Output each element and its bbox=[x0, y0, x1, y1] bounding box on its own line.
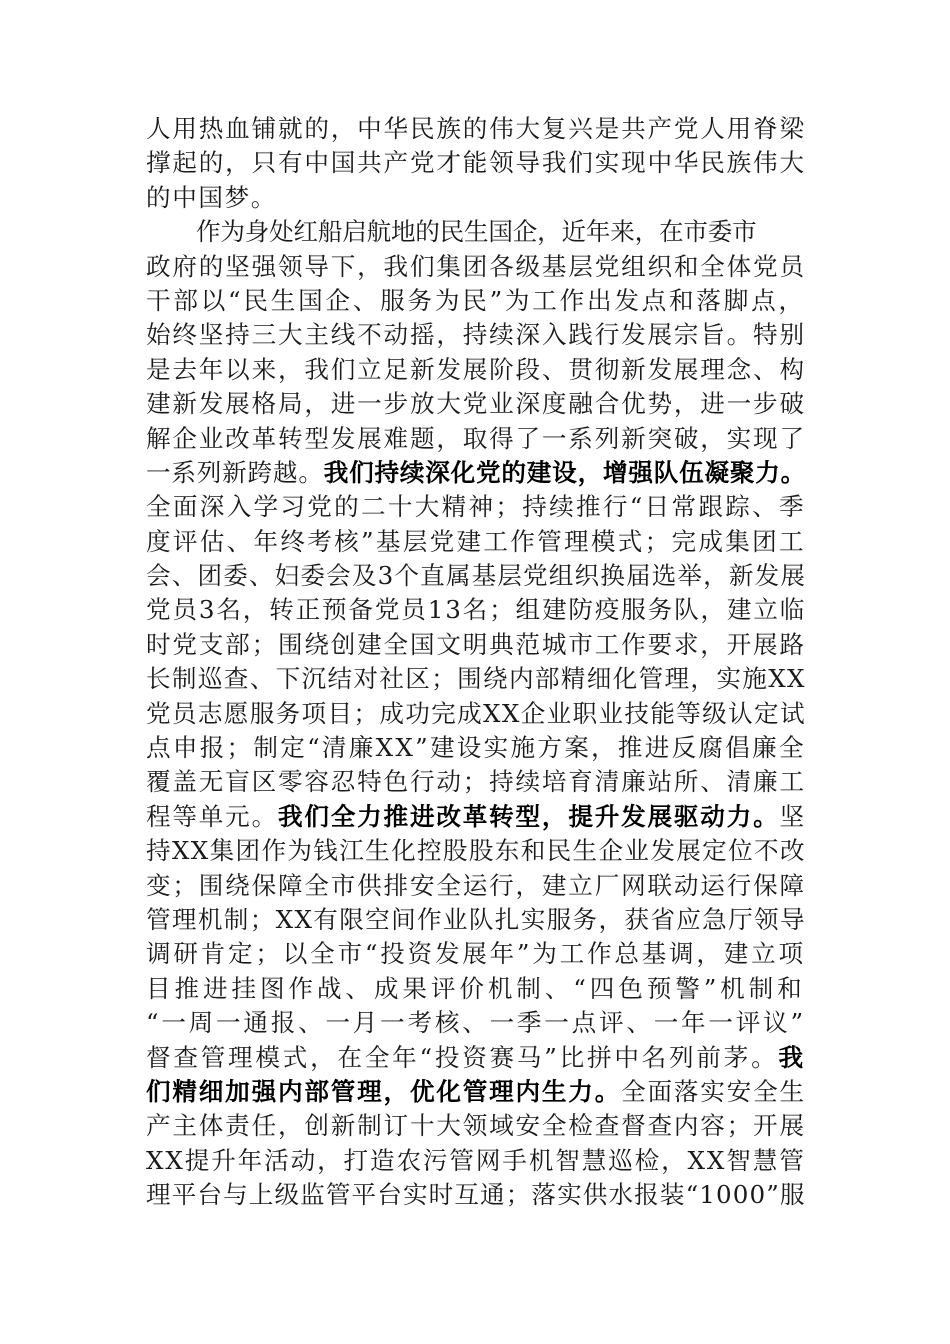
text-run: 作为身处红船启航地的民生国企，近年来，在市委市 bbox=[196, 217, 757, 247]
text-run: 长制巡查、下沉结对社区；围绕内部精细化管理，实施XX bbox=[146, 664, 806, 694]
text-run: 度评估、年终考核”基层党建工作管理模式；完成集团工 bbox=[146, 526, 806, 556]
text-run: 始终坚持三大主线不动摇，持续深入践行发展宗旨。特别 bbox=[146, 320, 806, 350]
text-run: 变；围绕保障全市供排安全运行，建立厂网联动运行保障 bbox=[146, 870, 806, 900]
text-run: 程等单元。 bbox=[146, 801, 278, 831]
text-line bbox=[146, 593, 826, 627]
text-line bbox=[146, 1144, 826, 1178]
text-line bbox=[146, 937, 826, 971]
text-line bbox=[146, 422, 826, 456]
text-run: 解企业改革转型发展难题，取得了一系列新突破，实现了 bbox=[146, 423, 806, 453]
text-run: 目推进挂图作战、成果评价机制、“四色预警”机制和 bbox=[146, 973, 806, 1003]
text-line bbox=[146, 1109, 826, 1143]
text-run: 一系列新跨越。 bbox=[146, 457, 324, 487]
text-line bbox=[146, 834, 826, 868]
text-line bbox=[146, 318, 826, 352]
text-run: 调研肯定；以全市“投资发展年”为工作总基调，建立项 bbox=[146, 939, 806, 969]
text-run: 督查管理模式，在全年“投资赛马”比拼中名列前茅。 bbox=[146, 1042, 779, 1072]
text-line bbox=[146, 215, 826, 249]
text-run: 撑起的，只有中国共产党才能领导我们实现中华民族伟大 bbox=[146, 148, 806, 178]
text-line bbox=[146, 250, 826, 284]
text-line bbox=[146, 903, 826, 937]
text-run: 建新发展格局，进一步放大党业深度融合优势，进一步破 bbox=[146, 389, 806, 419]
text-run: 政府的坚强领导下，我们集团各级基层党组织和全体党员 bbox=[146, 251, 806, 281]
text-line bbox=[146, 353, 826, 387]
text-line bbox=[146, 181, 826, 215]
text-line bbox=[146, 972, 826, 1006]
text-line bbox=[146, 628, 826, 662]
text-line bbox=[146, 1006, 826, 1040]
text-line bbox=[146, 490, 826, 524]
text-run: XX提升年活动，打造农污管网手机智慧巡检，XX智慧管 bbox=[146, 1145, 806, 1175]
text-line bbox=[146, 800, 826, 834]
text-run: 是去年以来，我们立足新发展阶段、贯彻新发展理念、构 bbox=[146, 354, 806, 384]
text-line bbox=[146, 869, 826, 903]
text-line bbox=[146, 1041, 826, 1075]
text-run: 的中国梦。 bbox=[146, 182, 277, 212]
text-run: 全面深入学习党的二十大精神；持续推行“日常跟踪、季 bbox=[146, 492, 806, 522]
body-text bbox=[146, 112, 826, 1213]
text-run: 持XX集团作为钱江生化控股股东和民生企业发展定位不改 bbox=[146, 836, 806, 866]
bold-text-run: 我们持续深化党的建设，增强队伍凝聚力。 bbox=[323, 457, 807, 487]
text-run: 会、团委、妇委会及3个直属基层党组织换届选举，新发展 bbox=[146, 561, 807, 591]
text-line bbox=[146, 697, 826, 731]
text-line bbox=[146, 112, 826, 146]
bold-text-run: 我 bbox=[778, 1042, 806, 1072]
text-run: 全面落实安全生 bbox=[621, 1076, 806, 1106]
text-line bbox=[146, 765, 826, 799]
text-line bbox=[146, 284, 826, 318]
text-line bbox=[146, 1075, 826, 1109]
text-run: 产主体责任，创新制订十大领域安全检查督查内容；开展 bbox=[146, 1111, 806, 1141]
text-run: 时党支部；围绕创建全国文明典范城市工作要求，开展路 bbox=[146, 629, 806, 659]
text-run: 党员3名，转正预备党员13名；组建防疫服务队，建立临 bbox=[146, 595, 807, 625]
text-line bbox=[146, 1178, 826, 1212]
text-line bbox=[146, 525, 826, 559]
text-run: 坚 bbox=[779, 801, 806, 831]
text-run: 党员志愿服务项目；成功完成XX企业职业技能等级认定试 bbox=[146, 698, 806, 728]
text-run: 干部以“民生国企、服务为民”为工作出发点和落脚点， bbox=[146, 285, 806, 315]
text-line bbox=[146, 662, 826, 696]
text-line bbox=[146, 731, 826, 765]
bold-text-run: 我们全力推进改革转型，提升发展驱动力。 bbox=[277, 801, 780, 831]
text-line bbox=[146, 146, 826, 180]
text-run: 点申报；制定“清廉XX”建设实施方案，推进反腐倡廉全 bbox=[146, 733, 806, 763]
text-run: 管理机制；XX有限空间作业队扎实服务，获省应急厅领导 bbox=[146, 904, 806, 934]
text-run: 理平台与上级监管平台实时互通；落实供水报装“1000”服 bbox=[146, 1180, 806, 1210]
text-line bbox=[146, 559, 826, 593]
text-run: 覆盖无盲区零容忍特色行动；持续培育清廉站所、清廉工 bbox=[146, 767, 806, 797]
text-run: “一周一通报、一月一考核、一季一点评、一年一评议” bbox=[146, 1008, 806, 1038]
text-run: 人用热血铺就的，中华民族的伟大复兴是共产党人用脊梁 bbox=[146, 114, 806, 143]
text-line bbox=[146, 387, 826, 421]
text-line bbox=[146, 456, 826, 490]
bold-text-run: 们精细加强内部管理，优化管理内生力。 bbox=[146, 1076, 622, 1106]
